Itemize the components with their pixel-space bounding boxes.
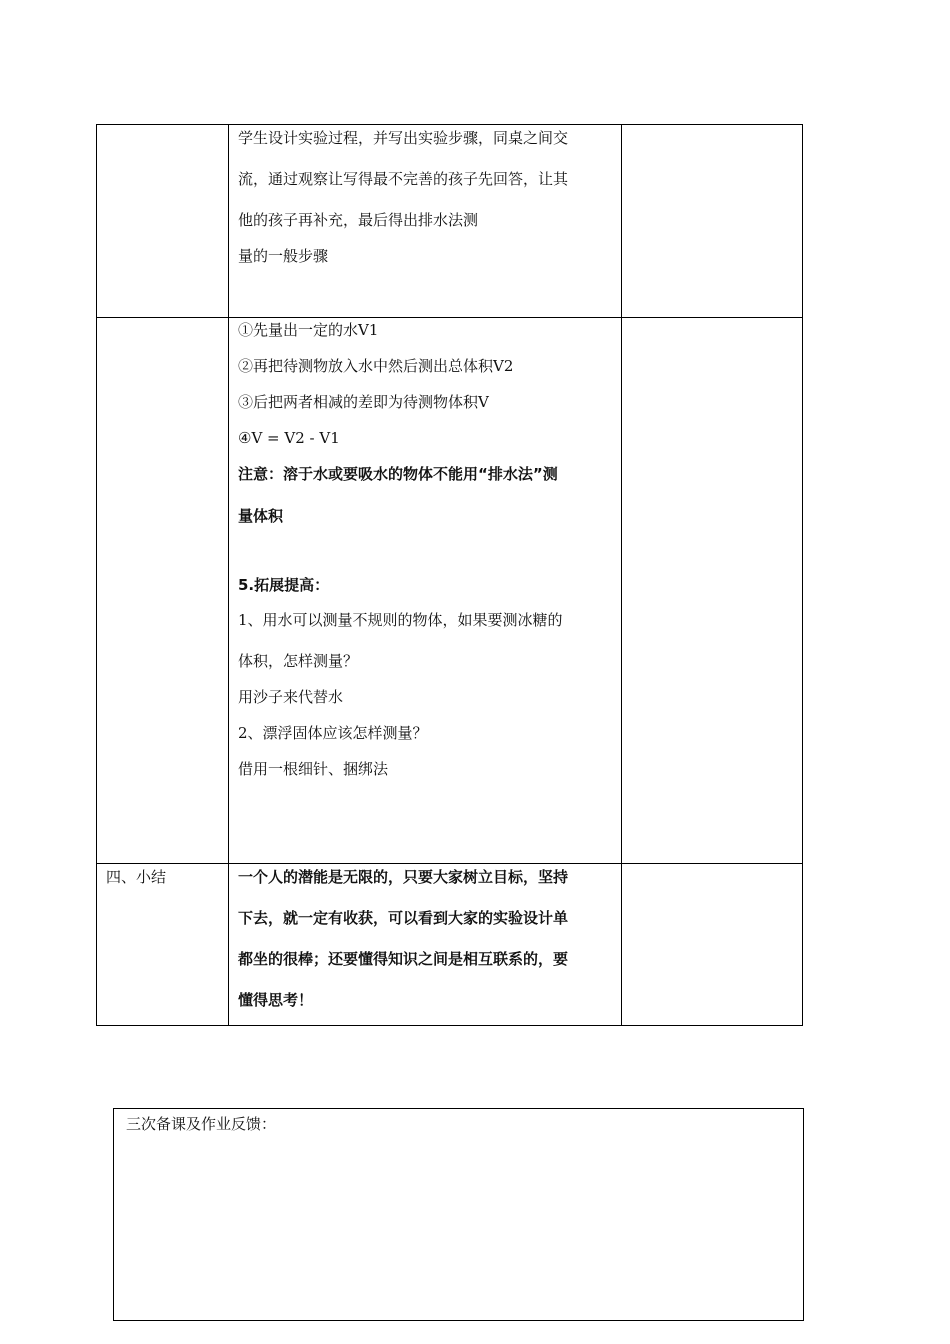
summary-label: 四、小结 (106, 868, 167, 886)
feedback-box (113, 1108, 804, 1321)
table-border-left (96, 124, 97, 1026)
table-border-bottom (96, 1025, 803, 1026)
question-1-line-2: 体积，怎样测量？ (238, 652, 359, 670)
answer-1: 用沙子来代替水 (238, 688, 344, 706)
table-row-divider-1 (96, 317, 803, 318)
note-line-2: 量体积 (238, 507, 284, 525)
extension-title: 5.拓展提高： (238, 576, 330, 594)
summary-line-2: 下去，就一定有收获，可以看到大家的实验设计单 (238, 909, 569, 927)
feedback-label: 三次备课及作业反馈： (126, 1115, 277, 1133)
row1-line-3: 他的孩子再补充，最后得出排水法测 (238, 211, 479, 229)
table-border-top (96, 124, 803, 125)
step-4: ④V = V2 - V1 (238, 429, 340, 447)
step-2: ②再把待测物放入水中然后测出总体积V2 (238, 357, 514, 375)
table-col-divider-2 (621, 124, 622, 1026)
question-1-line-1: 1、用水可以测量不规则的物体，如果要测冰糖的 (238, 611, 563, 629)
summary-line-1: 一个人的潜能是无限的，只要大家树立目标，坚持 (238, 868, 569, 886)
row1-line-1: 学生设计实验过程，并写出实验步骤，同桌之间交 (238, 129, 569, 147)
table-col-divider-1 (228, 124, 229, 1026)
row1-line-2: 流，通过观察让写得最不完善的孩子先回答，让其 (238, 170, 569, 188)
summary-line-3: 都坐的很棒；还要懂得知识之间是相互联系的，要 (238, 950, 569, 968)
table-row-divider-2 (96, 863, 803, 864)
note-line-1: 注意：溶于水或要吸水的物体不能用“排水法”测 (238, 465, 558, 483)
question-2: 2、漂浮固体应该怎样测量？ (238, 724, 428, 742)
row1-line-4: 量的一般步骤 (238, 247, 329, 265)
step-1: ①先量出一定的水V1 (238, 321, 379, 339)
summary-line-4: 懂得思考！ (238, 991, 314, 1009)
step-3: ③后把两者相减的差即为待测物体积V (238, 393, 489, 411)
answer-2: 借用一根细针、捆绑法 (238, 760, 389, 778)
table-border-right (802, 124, 803, 1026)
